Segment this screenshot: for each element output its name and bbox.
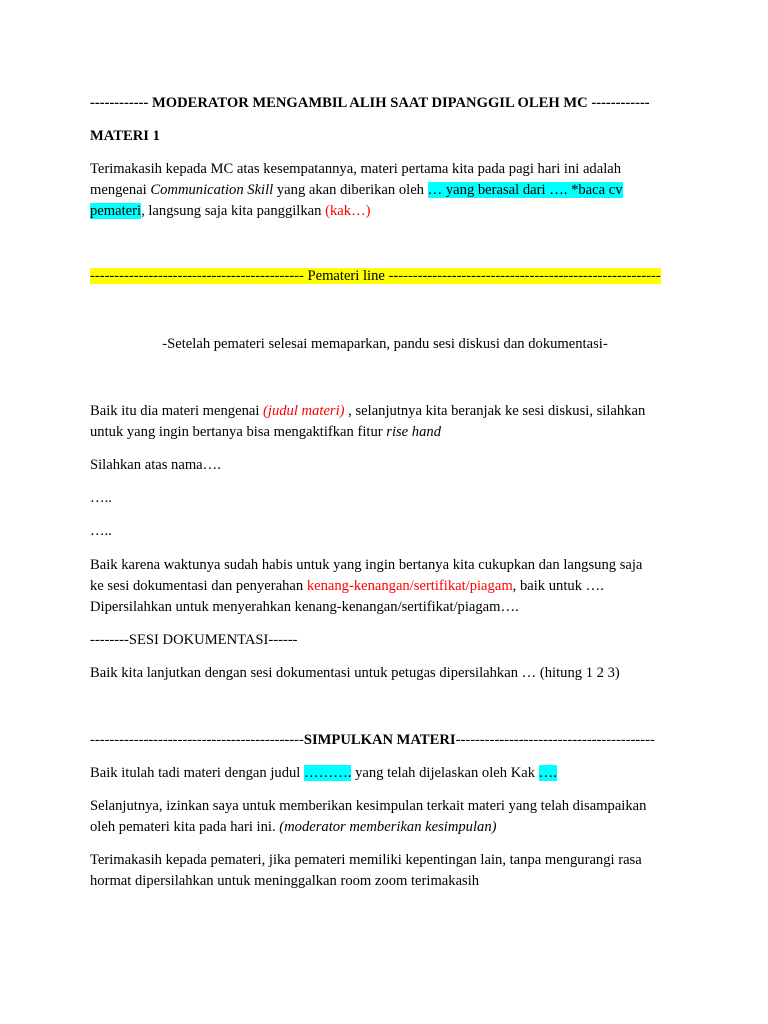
penutup-diskusi-line-2: [90, 576, 680, 596]
intro-l2-a: mengenai: [90, 182, 151, 198]
kesimpulan-line-2: [90, 817, 680, 837]
heading-title: MODERATOR MENGAMBIL ALIH SAAT DIPANGGIL OLEH MC: [151, 95, 588, 111]
simpulkan-title: SIMPULKAN MATERI: [303, 732, 456, 748]
intro-line-3: [90, 201, 680, 221]
itulah-b: yang telah dijelaskan oleh Kak: [351, 765, 539, 781]
silahkan-atas-nama: Silahkan atas nama….: [90, 457, 221, 473]
itulah-highlight-judul: ……….: [304, 765, 352, 781]
itulah-a: Baik itulah tadi materi dengan judul: [90, 765, 304, 781]
intro-line-1: Terimakasih kepada MC atas kesempatannya, materi pertama kita pada pagi hari ini adalah: [90, 161, 622, 177]
dokumentasi-text: Baik kita lanjutkan dengan sesi dokumentasi untuk petugas dipersilahkan … (hitung 1 2 3): [90, 665, 620, 681]
diskusi-l2-a: untuk yang ingin bertanya bisa mengaktifkan fitur: [90, 424, 387, 440]
kesimpulan-l2-a: oleh pemateri kita pada hari ini.: [90, 819, 280, 835]
sesi-dokumentasi-heading: --------SESI DOKUMENTASI------: [90, 632, 298, 648]
intro-highlight-1: … yang berasal dari …. *baca cv: [427, 182, 623, 198]
penutup-l2-a: ke sesi dokumentasi dan penyerahan: [90, 578, 307, 594]
terimakasih-line-2: hormat dipersilahkan untuk meninggalkan room zoom terimakasih: [90, 873, 480, 889]
pemateri-line-text: -------------------------------------------- Pemateri line --------------------------------------------------------: [90, 268, 661, 284]
after-pemateri-note: -Setelah pemateri selesai memaparkan, pandu sesi diskusi dan dokumentasi-: [162, 336, 608, 352]
diskusi-line-2: [90, 422, 680, 442]
heading-dashes-left: ------------: [90, 95, 149, 111]
kesimpulan-line-1: Selanjutnya, izinkan saya untuk memberikan kesimpulan terkait materi yang telah disampaikan: [90, 798, 647, 814]
penutup-diskusi-line-3: Dipersilahkan untuk menyerahkan kenang-kenangan/sertifikat/piagam….: [90, 599, 519, 615]
intro-topic: Communication Skill: [150, 182, 274, 198]
kesimpulan-note: (moderator memberikan kesimpulan): [279, 819, 497, 835]
dots-line-2: …..: [90, 523, 112, 539]
heading-dashes-right: ------------: [591, 95, 650, 111]
intro-highlight-2: pemateri: [90, 203, 142, 219]
simpulkan-heading: [90, 730, 680, 750]
moderator-heading: [90, 93, 680, 113]
diskusi-l1-a: Baik itu dia materi mengenai: [90, 403, 264, 419]
penutup-kenang-kenangan: kenang-kenangan/sertifikat/piagam: [306, 578, 513, 594]
diskusi-line-1: [90, 401, 680, 421]
simpulkan-dashes-left: --------------------------------------------: [90, 732, 304, 748]
penutup-diskusi-line-1: Baik karena waktunya sudah habis untuk yang ingin bertanya kita cukupkan dan langsung saja: [90, 557, 643, 573]
diskusi-l1-b: , selanjutnya kita beranjak ke sesi diskusi, silahkan: [344, 403, 646, 419]
intro-red-kak: (kak…): [325, 203, 371, 219]
intro-l2-b: yang akan diberikan oleh: [273, 182, 428, 198]
intro-l3-a: , langsung saja kita panggilkan: [141, 203, 326, 219]
terimakasih-line-1: Terimakasih kepada pemateri, jika pemateri memiliki kepentingan lain, tanpa mengurangi rasa: [90, 852, 642, 868]
itulah-highlight-kak: ….: [538, 765, 557, 781]
itulah-line: [90, 763, 680, 783]
dots-line-1: …..: [90, 490, 112, 506]
pemateri-line: [90, 266, 680, 286]
materi-label: MATERI 1: [90, 128, 160, 144]
simpulkan-dashes-right: -----------------------------------------: [455, 732, 655, 748]
diskusi-rise-hand: rise hand: [386, 424, 441, 440]
diskusi-judul-materi: (judul materi): [263, 403, 345, 419]
penutup-l2-b: , baik untuk ….: [512, 578, 604, 594]
intro-line-2: [90, 180, 680, 200]
